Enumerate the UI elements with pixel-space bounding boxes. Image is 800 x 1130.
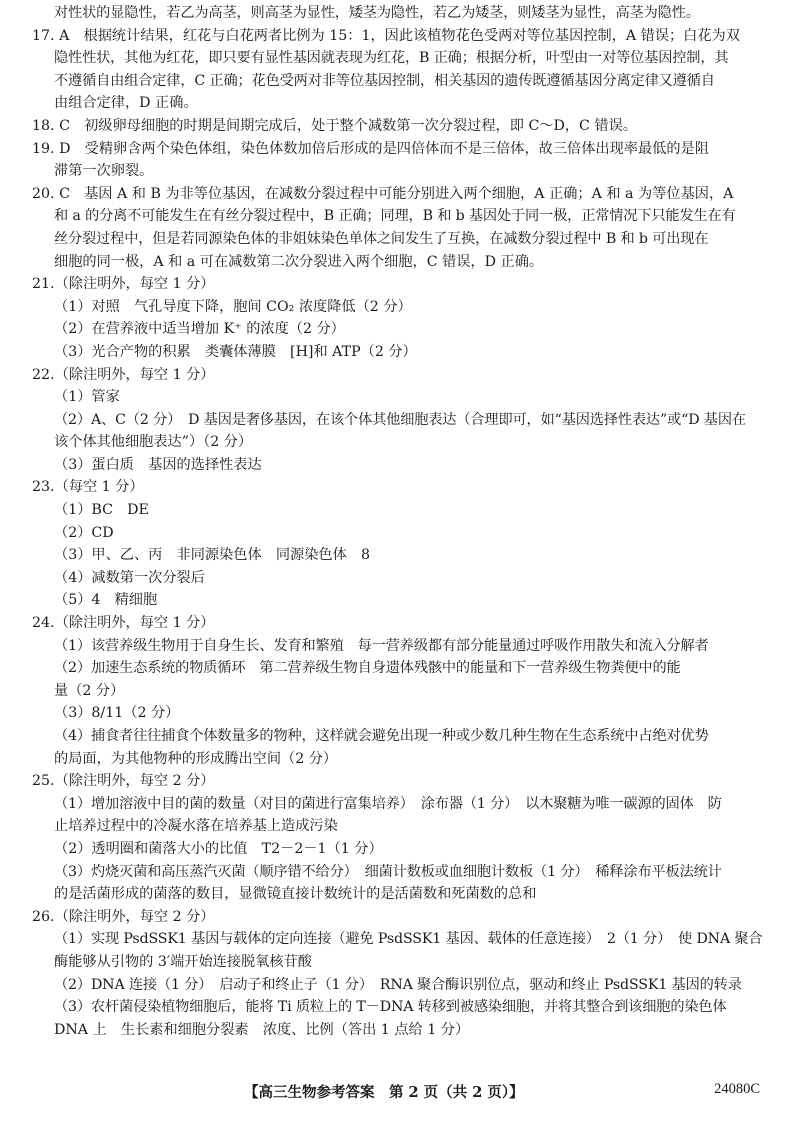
sub-answer: （1）实现 PsdSSK1 基因与载体的定向连接（避免 PsdSSK1 基因、载体的任意连接） 2（1 分） 使 DNA 聚合 [54,931,763,948]
text-line: 滞第一次卵裂。 [54,163,154,180]
sub-answer: 该个体其他细胞表达”）（2 分） [54,434,253,451]
answer-content [32,2,772,1041]
sub-answer: （4）减数第一次分裂后 [54,569,205,586]
sub-answer: （3）甲、乙、丙 非同源染色体 同源染色体 8 [54,547,370,564]
sub-answer: （3）灼烧灭菌和高压蒸汽灭菌（顺序错不给分） 细菌计数板或血细胞计数板（1 分） 稀释涂布平板法统计 [54,863,722,880]
document-code: 24080C [714,1081,760,1097]
sub-answer: （2）透明圈和菌落大小的比值 T2－2－1（1 分） [54,840,383,857]
text-line: 细胞的同一极，A 和 a 可在减数第二次分裂进入两个细胞，C 错误，D 正确。 [54,253,544,270]
footer-title: 【高三生物参考答案 第 2 页（共 2 页）】 [244,1084,524,1101]
question-26: 26.（除注明外，每空 2 分） [32,908,215,925]
sub-answer: 的是活菌形成的菌落的数目，显微镜直接计数统计的是活菌数和死菌数的总和 [54,886,537,903]
question-25: 25.（除注明外，每空 2 分） [32,773,215,790]
question-24: 24.（除注明外，每空 1 分） [32,615,215,632]
question-19: 19. D 受精卵含两个染色体组，染色体数加倍后形成的是四倍体而不是三倍体，故三倍体出现率最低的是阻 [32,140,709,157]
question-23: 23.（每空 1 分） [32,479,144,496]
text-line: 丝分裂过程中，但是若同源染色体的非姐妹染色单体之间发生了互换，在减数分裂过程中 B 和 b 可出现在 [54,230,709,247]
sub-answer: 的局面，为其他物种的形成腾出空间（2 分） [54,750,338,767]
sub-answer: （3）蛋白质 基因的选择性表达 [54,456,262,473]
text-line: 和 a 的分离不可能发生在有丝分裂过程中，B 正确；同理，B 和 b 基因处于同一极，正常情况下只能发生在有 [54,208,736,225]
sub-answer: （2）CD [54,524,114,541]
sub-answer: （5）4 精细胞 [54,592,158,609]
sub-answer: 量（2 分） [54,682,125,699]
sub-answer: （2）加速生态系统的物质循环 第二营养级生物自身遗体残骸中的能量和下一营养级生物粪便中的能 [54,660,681,677]
sub-answer: （4）捕食者往往捕食个体数量多的物种，这样就会避免出现一种或少数几种生物在生态系统中占绝对优势 [54,728,709,744]
sub-answer: （2）DNA 连接（1 分） 启动子和终止子（1 分） RNA 聚合酶识别位点，驱动和终止 PsdSSK1 基因的转录 [54,976,742,993]
sub-answer: （2）A、C（2 分） D 基因是奢侈基因，在该个体其他细胞表达（合理即可，如“基因选择性表达”或“D 基因在 [54,411,746,428]
page-footer [0,1081,800,1111]
question-22: 22.（除注明外，每空 1 分） [32,366,215,383]
sub-answer: （1）对照 气孔导度下降，胞间 CO₂ 浓度降低（2 分） [54,298,412,315]
sub-answer: （1）管家 [54,389,120,406]
question-18: 18. C 初级卵母细胞的时期是间期完成后，处于整个减数第一次分裂过程，即 C～D，C 错误。 [32,117,637,134]
sub-answer: （3）8/11（2 分） [54,705,180,722]
question-21: 21.（除注明外，每空 1 分） [32,276,215,293]
question-20: 20. C 基因 A 和 B 为非等位基因，在减数分裂过程中可能分别进入两个细胞，A 正确；A 和 a 为等位基因，A [32,185,734,202]
text-line: 由组合定律，D 正确。 [54,95,198,112]
sub-answer: 酶能够从引物的 3′端开始连接脱氧核苷酸 [54,953,312,970]
sub-answer: （1）该营养级生物用于自身生长、发育和繁殖 每一营养级都有部分能量通过呼吸作用散失和流入分解者 [54,637,709,654]
sub-answer: （1）增加溶液中目的菌的数量（对目的菌进行富集培养） 涂布器（1 分） 以木聚糖为唯一碳源的固体 防 [54,795,722,812]
text-line: 不遵循自由组合定律，C 正确；花色受两对非等位基因控制，相关基因的遗传既遵循基因分离定律又遵循自 [54,72,715,89]
sub-answer: （3）光合产物的积累 类囊体薄膜 [H]和 ATP（2 分） [54,343,417,360]
text-line: 对性状的显隐性，若乙为高茎，则高茎为显性，矮茎为隐性，若乙为矮茎，则矮茎为显性，高茎为隐性。 [54,5,700,21]
sub-answer: （3）农杆菌侵染植物细胞后，能将 Ti 质粒上的 T－DNA 转移到被感染细胞，并将其整合到该细胞的染色体 [54,999,727,1016]
sub-answer: DNA 上 生长素和细胞分裂素 浓度、比例（答出 1 点给 1 分） [54,1021,470,1038]
question-17: 17. A 根据统计结果，红花与白花两者比例为 15：1，因此该植物花色受两对等位基因控制，A 错误；白花为双 [32,27,740,44]
sub-answer: 止培养过程中的冷凝水落在培养基上造成污染 [54,818,338,835]
text-line: 隐性性状，其他为红花，即只要有显性基因就表现为红花，B 正确；根据分析，叶型由一对等位基因控制，其 [54,50,729,67]
sub-answer: （1）BC DE [54,502,149,519]
sub-answer: （2）在营养液中适当增加 K⁺ 的浓度（2 分） [54,321,345,338]
